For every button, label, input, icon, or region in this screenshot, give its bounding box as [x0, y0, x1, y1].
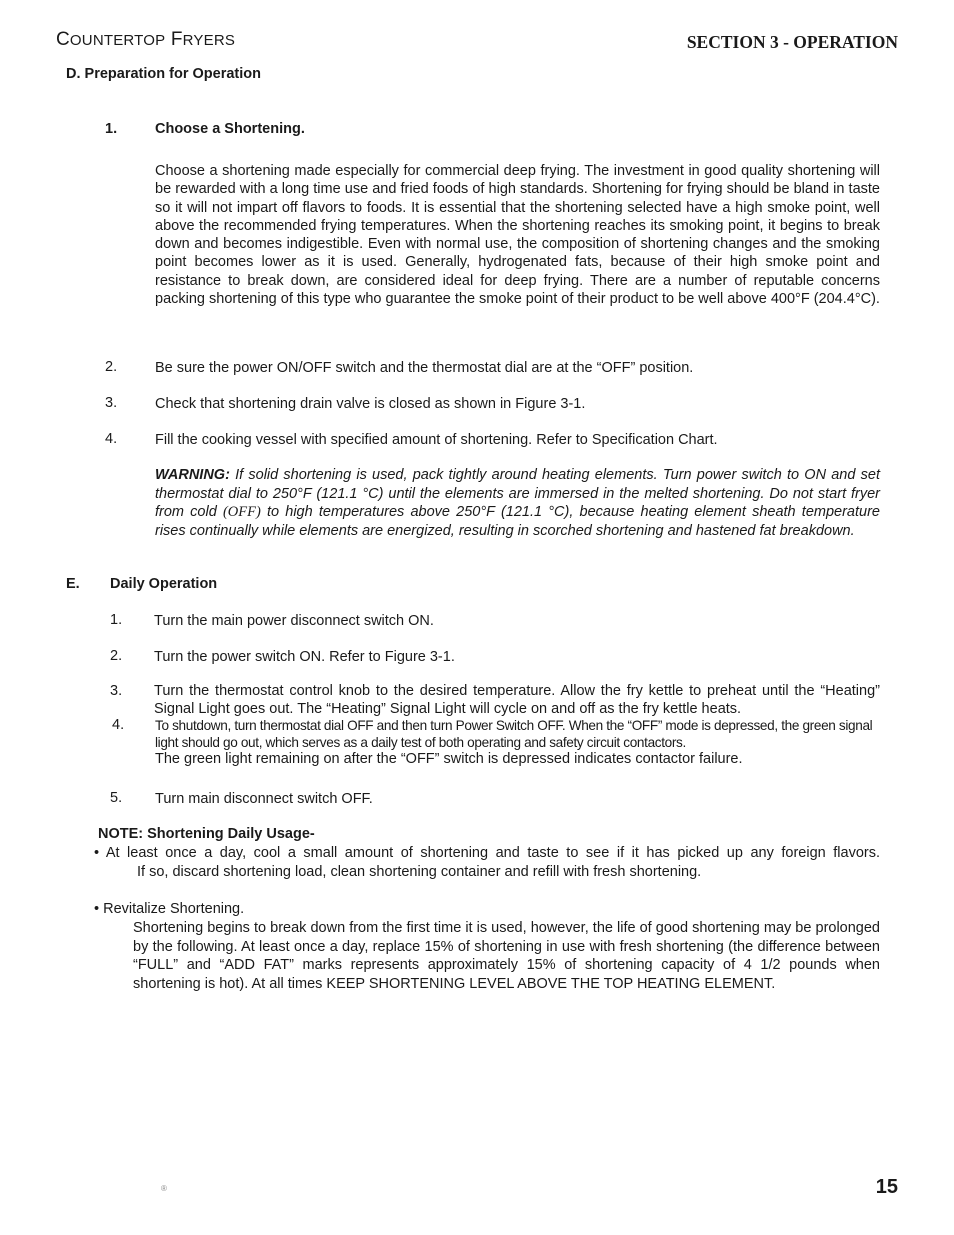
note-bullet-2-text: Shortening begins to break down from the first time it is used, however, the life of good shortening may be prolonged by the following. At least once a day, replace 15% of shortening in use with fresh shortening (the difference between “FULL” and “ADD FAT” marks represents approximately 15% of shortening capacity of 4 1/2 pounds when shortening is hot). At all times KEEP SHORTENING LEVEL ABOVE THE TOP HEATING ELEMENT. — [133, 920, 880, 992]
warning-label: WARNING: — [155, 467, 230, 483]
item-e2-number: 2. — [110, 648, 123, 664]
section-d-heading: D. Preparation for Operation — [66, 66, 261, 82]
note-bullet-2-title: • Revitalize Shortening. — [94, 901, 245, 917]
section-e-heading: Daily Operation — [110, 576, 218, 592]
item-d2-text: Be sure the power ON/OFF switch and the thermostat dial are at the “OFF” position. — [155, 360, 694, 376]
item-d3-text: Check that shortening drain valve is closed as shown in Figure 3-1. — [155, 396, 586, 412]
item-e3-text: Turn the thermostat control knob to the desired temperature. Allow the fry kettle to preheat until the “Heating” Signal Light goes out. The “Heating” Signal Light will cycle on and off as the fry kettle heats. — [154, 683, 880, 717]
item-e4-text: To shutdown, turn thermostat dial OFF and then turn Power Switch OFF. When the “OFF” mode is depressed, the green signal light should go out, which serves as a daily test of both operating and safety circuit contactors. — [155, 718, 873, 750]
item-e4-number: 4. — [112, 717, 125, 733]
item-d4-text: Fill the cooking vessel with specified amount of shortening. Refer to Specification Chart. — [155, 432, 718, 448]
item-e3-number: 3. — [110, 683, 123, 699]
note-bullet-1-cont: If so, discard shortening load, clean shortening container and refill with fresh shortening. — [137, 864, 702, 880]
item-e4-text-2: The green light remaining on after the “OFF” switch is depressed indicates contactor failure. — [155, 751, 743, 767]
item-e5-number: 5. — [110, 790, 123, 806]
title-initial-f: F — [170, 29, 183, 50]
section-title: SECTION 3 - OPERATION — [686, 32, 898, 52]
item-d1-title: Choose a Shortening. — [155, 121, 305, 137]
shortening-paragraph: Choose a shortening made especially for commercial deep frying. The investment in good quality shortening will be rewarded with a long time use and fried foods of high standards. Shortening for frying should be bland in taste so it will not impart off flavors to foods. It is essential that the shortening selected have a high smoke point, well above the recommended frying temperatures. When the shortening reaches its smoking point, it begins to break down and becomes indigestible. Even with normal use, the composition of shortening changes and the smoking point becomes lower as it is used. Generally, hydrogenated fats, because of their high smoke point and resistance to break down, are considered ideal for deep frying. There are a number of reputable concerns packing shortening of this type who guarantee the smoke point of their product to be well above 400°F (204.4°C). — [155, 163, 880, 308]
page-number: 15 — [875, 1176, 898, 1198]
section-e-letter: E. — [66, 576, 80, 592]
item-d2-number: 2. — [105, 359, 118, 375]
title-word-countertop: OUNTERTOP — [69, 32, 166, 49]
registered-mark: ® — [161, 1184, 167, 1193]
warning-off: (OFF) — [222, 504, 261, 521]
item-e1-number: 1. — [110, 612, 123, 628]
note-bullet-1: • At least once a day, cool a small amount of shortening and taste to see if it has picked up any foreign flavors. — [94, 845, 880, 861]
warning-text-1: If solid shortening is used, pack tightly around heating elements. Turn power switch to ON and set thermostat dial to 250°F (121.1 °C) until the elements are immersed in the melted shortening. Do not start fryer from cold — [155, 467, 880, 521]
item-d4-number: 4. — [105, 431, 118, 447]
item-d1-number: 1. — [105, 121, 118, 137]
warning-block — [155, 466, 880, 541]
title-word-fryers: RYERS — [182, 32, 236, 49]
title-initial-c: C — [56, 29, 70, 50]
warning-text-2: to high temperatures above 250°F (121.1 °C), because heating element sheath temperature rises continually while elements are energized, resulting in scorched shortening and hastened fat breakdown. — [155, 504, 880, 540]
item-e2-text: Turn the power switch ON. Refer to Figure 3-1. — [154, 649, 455, 665]
document-title — [56, 29, 235, 51]
note-heading: NOTE: Shortening Daily Usage- — [98, 826, 315, 842]
item-e5-text: Turn main disconnect switch OFF. — [155, 791, 373, 807]
item-e1-text: Turn the main power disconnect switch ON. — [154, 613, 434, 629]
item-d3-number: 3. — [105, 395, 118, 411]
